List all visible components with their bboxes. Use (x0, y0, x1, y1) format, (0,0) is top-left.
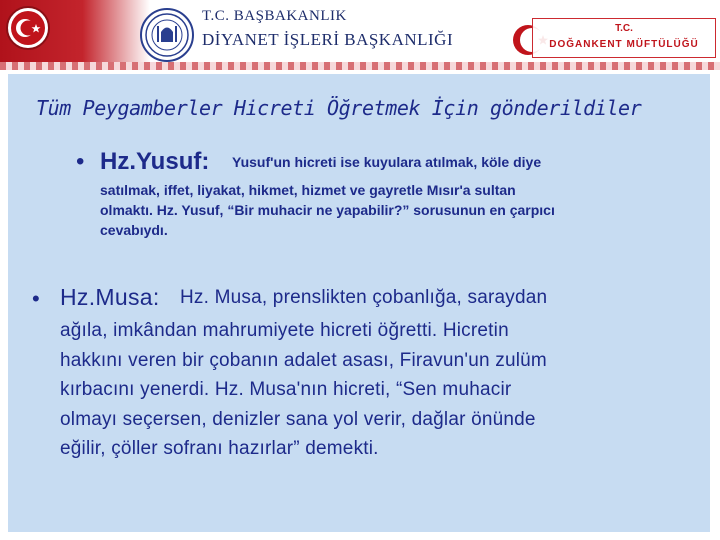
bullet-text-line: kırbacını yenerdi. Hz. Musa'nın hicreti, “Sen muhacir (60, 379, 512, 400)
institution-name-line2: DİYANET İŞLERİ BAŞKANLIĞI (202, 30, 454, 49)
bullet-text-yusuf (100, 180, 700, 240)
bullet-marker: • (32, 286, 40, 311)
bullet-heading-musa: Hz.Musa: (60, 284, 160, 310)
bullet-text-first-line: Yusuf'un hicreti ise kuyulara atılmak, köle diye (232, 154, 542, 170)
slide-title: Tüm Peygamberler Hicreti Öğretmek İçin gönderildiler (36, 96, 642, 120)
bullet-text-first-line: Hz. Musa, prenslikten çobanlığa, saraydan (180, 287, 548, 308)
diyanet-logo-icon (140, 8, 194, 62)
bullet-marker: • (76, 148, 85, 175)
office-label-box (532, 18, 716, 58)
bullet-text-line: olmaktı. Hz. Yusuf, “Bir muhacir ne yapabilir?” sorusunun en çarpıcı (100, 202, 555, 218)
bullet-text-line: satılmak, iffet, liyakat, hikmet, hizmet ve gayretle Mısır'a sultan (100, 182, 516, 198)
office-label-line2: DOĞANKENT MÜFTÜLÜĞÜ (549, 39, 699, 50)
bullet-text-line: ağıla, imkândan mahrumiyete hicreti öğretti. Hicretin (60, 320, 509, 341)
office-label-line1: T.C. (615, 23, 633, 34)
bullet-text-line: hakkını veren bir çobanın adalet asası, Firavun'un zulüm (60, 349, 547, 371)
bullet-text-line: cevabıydı. (100, 222, 168, 238)
bullet-text-musa (60, 316, 690, 464)
bullet-text-line: olmayı seçersen, denizler sana yol verir, dağlar önünde (60, 408, 536, 430)
republic-seal-icon (6, 6, 50, 50)
ornament-strip (0, 62, 720, 70)
bullet-heading-yusuf: Hz.Yusuf: (100, 148, 210, 175)
bullet-text-line: eğilir, çöller sofranı hazırlar” demekti. (60, 438, 379, 459)
institution-name-line1: T.C. BAŞBAKANLIK (202, 8, 347, 24)
header-banner (0, 0, 720, 70)
